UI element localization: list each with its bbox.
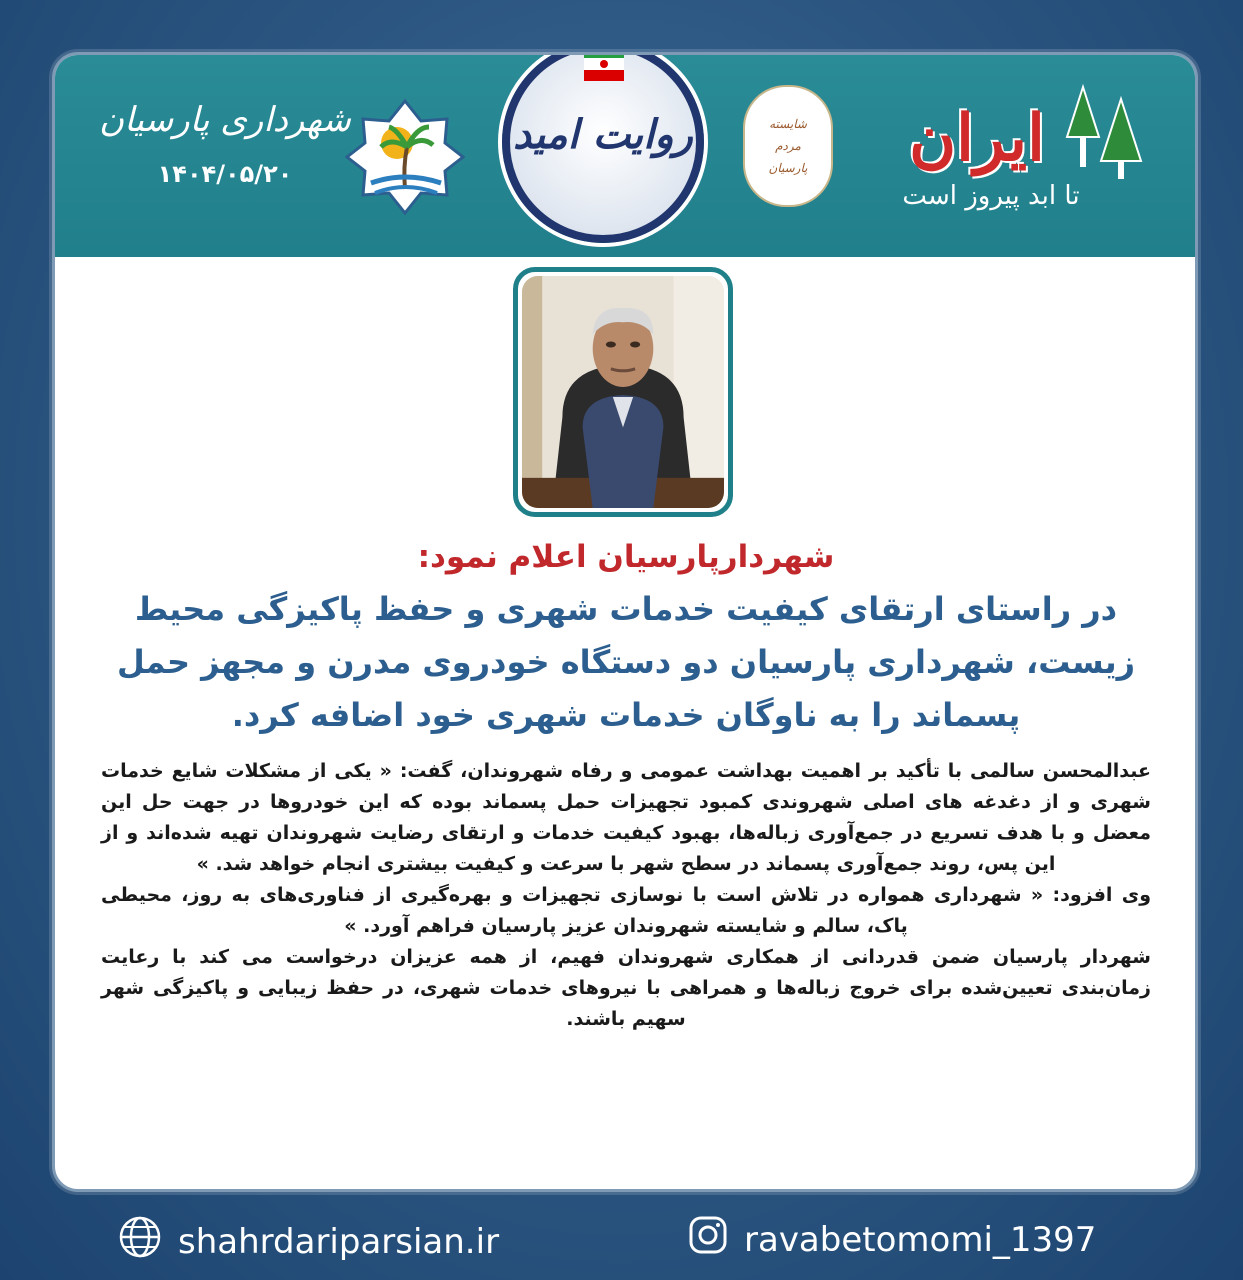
mayor-portrait xyxy=(513,267,733,517)
mayor-photo xyxy=(522,276,724,508)
municipality-logo xyxy=(345,97,465,221)
article-headline: در راستای ارتقای کیفیت خدمات شهری و حفظ پاکیزگی محیط زیست، شهرداری پارسیان دو دستگاه خودروی مدرن و مجهز حمل پسماند را به ناوگان خدمات شهری خود اضافه کرد. xyxy=(116,590,1136,734)
article-content xyxy=(101,537,1151,1035)
campaign-slogan: تا ابد پیروز است xyxy=(902,181,1080,211)
brand-name: شهرداری پارسیان xyxy=(99,100,351,140)
paragraph-3: شهردار پارسیان ضمن قدردانی از همکاری شهروندان فهیم، از همه عزیزان درخواست می کند با رعایت زمان‌بندی تعیین‌شده برای خروج زباله‌ها و همراهی با نیروهای خدمات شهری، در حفظ زیبایی و پاکیزگی شهر سهیم باشند. xyxy=(101,946,1151,1030)
article-title: شهردارپارسیان اعلام نمود: xyxy=(417,539,835,575)
website-link[interactable] xyxy=(118,1215,499,1268)
campaign-title: ایران xyxy=(909,101,1045,176)
footer xyxy=(0,1195,1243,1280)
news-card xyxy=(52,52,1198,1192)
paragraph-2: وی افزود: « شهرداری همواره در تلاش است با نوسازی تجهیزات و بهره‌گیری از فناوری‌های به روز، محیطی پاک، سالم و شایسته شهروندان عزیز پارسیان فراهم آورد. » xyxy=(101,884,1151,937)
trees-icon xyxy=(1053,77,1153,191)
municipality-brand xyxy=(95,100,355,188)
badge-line-3: پارسیان xyxy=(768,161,808,175)
publish-date: ۱۴۰۴/۰۵/۲۰ xyxy=(157,160,293,188)
instagram-link[interactable] xyxy=(688,1215,1096,1264)
ravayat-omid-emblem xyxy=(502,52,704,243)
instagram-text: ravabetomomi_1397 xyxy=(744,1219,1097,1260)
iran-flag-icon xyxy=(584,52,624,85)
header-banner xyxy=(55,55,1195,257)
badge-line-1: شایسته xyxy=(769,117,807,131)
badge-line-2: مردم xyxy=(775,139,801,153)
shayesteh-badge xyxy=(743,85,833,207)
globe-icon xyxy=(118,1215,162,1268)
instagram-icon xyxy=(688,1215,728,1264)
emblem-title: روایت امید xyxy=(513,111,693,158)
iran-campaign-logo xyxy=(867,77,1167,227)
website-text: shahrdariparsian.ir xyxy=(178,1221,500,1262)
paragraph-1: عبدالمحسن سالمی با تأکید بر اهمیت بهداشت عمومی و رفاه شهروندان، گفت: « یکی از مشکلات شایع خدمات شهری و از دغدغه های اصلی شهروندی کمبود تجهیزات حمل پسماند بوده که این خودروها در جهت حل این معضل و با هدف تسریع در جمع‌آوری زباله‌ها، بهبود کیفیت خدمات و ارتقای رضایت شهروندان تهیه شده‌اند و از این پس، روند جمع‌آوری پسماند در سطح شهر با سرعت و کیفیت بیشتری انجام خواهد شد. » xyxy=(101,760,1151,875)
article-body xyxy=(101,756,1151,1035)
